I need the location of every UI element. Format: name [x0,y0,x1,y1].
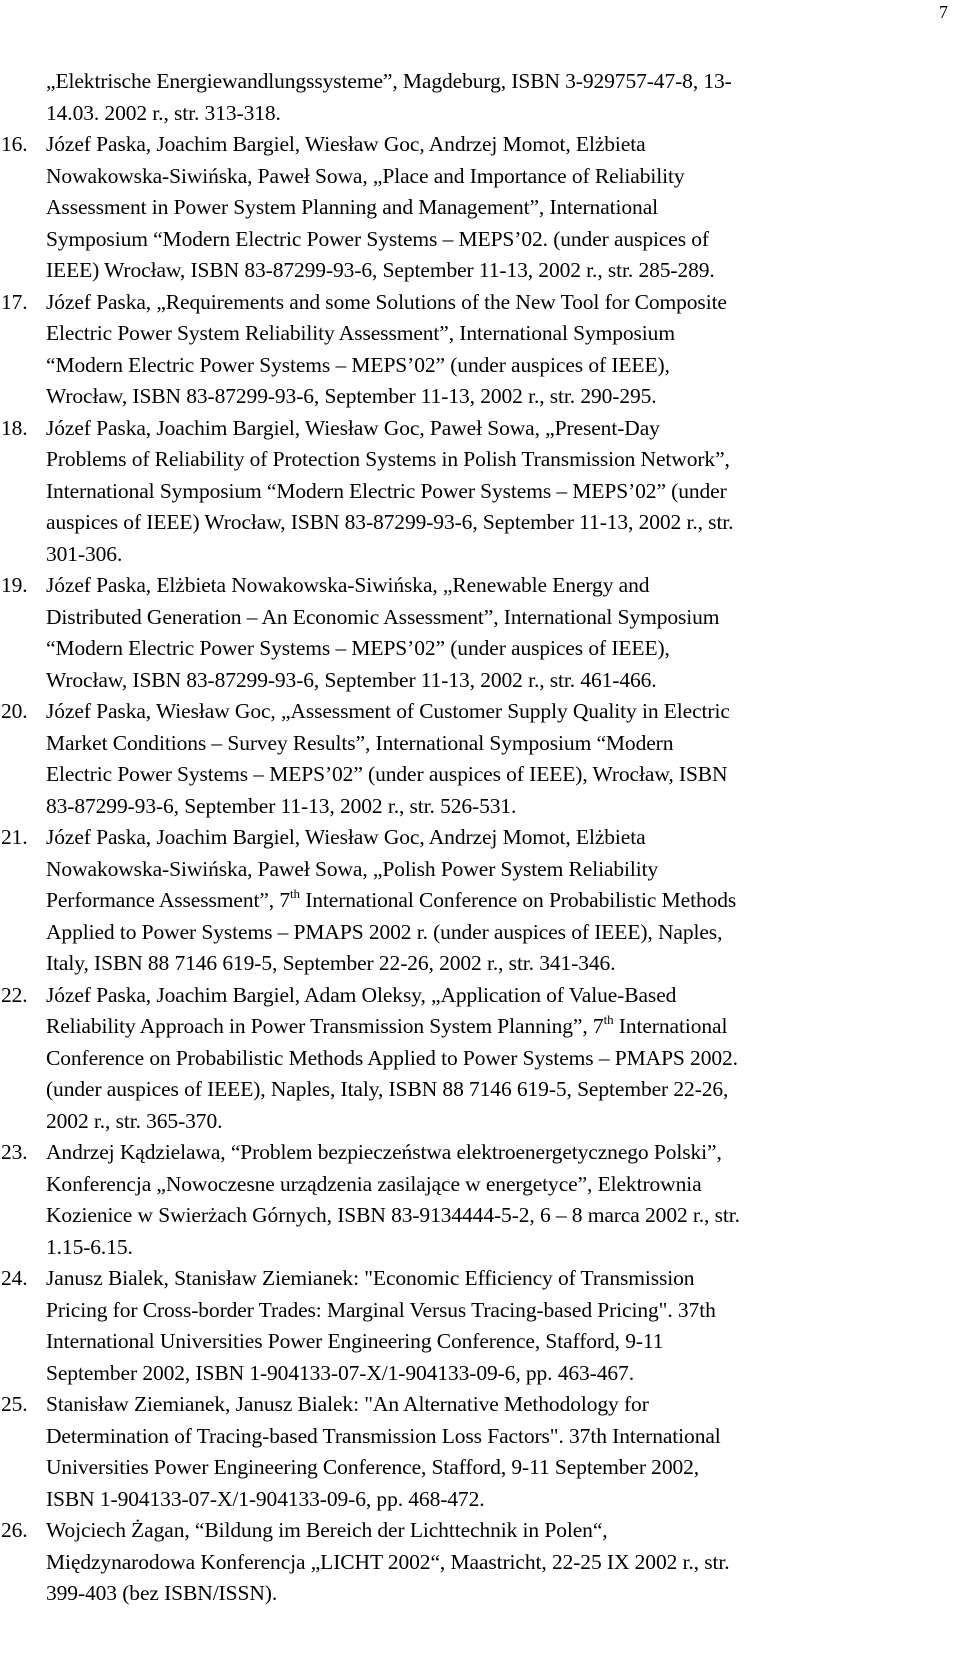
reference-number: 20. [1,699,28,723]
reference-item [0,696,936,822]
reference-item [0,1515,936,1610]
reference-line: Universities Power Engineering Conference, Stafford, 9-11 September 2002, [46,1455,700,1479]
reference-line: International Universities Power Engineering Conference, Stafford, 9-11 [46,1329,664,1353]
reference-line [46,885,936,917]
reference-line: Kozienice w Swierżach Górnych, ISBN 83-9134444-5-2, 6 – 8 marca 2002 r., str. [46,1203,740,1227]
reference-number: 21. [1,825,28,849]
reference-number: 16. [1,132,28,156]
reference-number: 22. [1,982,28,1007]
reference-line: International Symposium “Modern Electric Power Systems – MEPS’02” (under [46,478,727,503]
reference-line: Konferencja „Nowoczesne urządzenia zasilające w energetyce”, Elektrownia [46,1171,702,1196]
reference-line: 83-87299-93-6, September 11-13, 2002 r., str. 526-531. [46,793,517,818]
reference-item [0,1389,936,1515]
reference-item [0,822,936,980]
reference-line: Italy, ISBN 88 7146 619-5, September 22-26, 2002 r., str. 341-346. [46,951,616,975]
reference-text: Performance Assessment”, 7 [46,888,290,912]
page-number: 7 [939,2,948,22]
reference-line: 2002 r., str. 365-370. [46,1108,223,1133]
reference-line: Józef Paska, Wiesław Goc, „Assessment of Customer Supply Quality in Electric [46,699,730,723]
reference-line: Józef Paska, Elżbieta Nowakowska-Siwińska, „Renewable Energy and [46,573,650,597]
reference-item [0,129,936,287]
reference-line: Józef Paska, Joachim Bargiel, Wiesław Goc, Andrzej Momot, Elżbieta [46,132,646,156]
reference-number: 26. [1,1518,28,1542]
reference-line: Applied to Power Systems – PMAPS 2002 r. (under auspices of IEEE), Naples, [46,919,723,944]
superscript: th [290,886,300,901]
reference-text: International [613,1014,728,1038]
reference-line: Market Conditions – Survey Results”, International Symposium “Modern [46,730,674,755]
reference-number: 25. [1,1392,28,1416]
reference-line: Nowakowska-Siwińska, Paweł Sowa, „Place and Importance of Reliability [46,163,685,188]
reference-line: Electric Power Systems – MEPS’02” (under auspices of IEEE), Wrocław, ISBN [46,762,728,786]
reference-line: auspices of IEEE) Wrocław, ISBN 83-87299-93-6, September 11-13, 2002 r., str. [46,510,734,534]
reference-line: Electric Power System Reliability Assessment”, International Symposium [46,321,675,345]
reference-line: Conference on Probabilistic Methods Applied to Power Systems – PMAPS 2002. [46,1045,738,1070]
reference-line: 399-403 (bez ISBN/ISSN). [46,1581,278,1605]
reference-line: (under auspices of IEEE), Naples, Italy, ISBN 88 7146 619-5, September 22-26, [46,1077,729,1101]
reference-line: Determination of Tracing-based Transmission Loss Factors". 37th International [46,1423,721,1448]
reference-line: Wojciech Żagan, “Bildung im Bereich der Lichttechnik in Polen“, [46,1518,608,1542]
reference-item [0,1263,936,1389]
reference-line: 1.15-6.15. [46,1234,133,1259]
reference-number: 19. [1,573,28,597]
reference-line: Distributed Generation – An Economic Assessment”, International Symposium [46,604,720,629]
reference-line: „Elektrische Energiewandlungssysteme”, Magdeburg, ISBN 3-929757-47-8, 13- [46,69,732,93]
superscript: th [603,1012,614,1027]
reference-number: 23. [1,1140,28,1164]
reference-line: Problems of Reliability of Protection Systems in Polish Transmission Network”, [46,447,730,471]
reference-item [0,413,936,571]
reference-item [0,66,936,129]
reference-line: Józef Paska, Joachim Bargiel, Wiesław Goc, Andrzej Momot, Elżbieta [46,825,646,849]
reference-line: “Modern Electric Power Systems – MEPS’02” (under auspices of IEEE), [46,636,670,660]
reference-text: International Conference on Probabilistic Methods [299,888,737,912]
reference-line: ISBN 1-904133-07-X/1-904133-09-6, pp. 468-472. [46,1486,485,1511]
reference-line: 14.03. 2002 r., str. 313-318. [46,100,281,125]
reference-line: Assessment in Power System Planning and Management”, International [46,195,659,219]
reference-line: Pricing for Cross-border Trades: Marginal Versus Tracing-based Pricing". 37th [46,1297,716,1322]
reference-line: Symposium “Modern Electric Power Systems – MEPS’02. (under auspices of [46,226,709,251]
reference-line: Andrzej Kądzielawa, “Problem bezpieczeństwa elektroenergetycznego Polski”, [46,1140,722,1164]
reference-item [0,287,936,413]
reference-line: IEEE) Wrocław, ISBN 83-87299-93-6, September 11-13, 2002 r., str. 285-289. [46,258,715,282]
reference-line: Międzynarodowa Konferencja „LICHT 2002“, Maastricht, 22-25 IX 2002 r., str. [46,1549,730,1574]
reference-line: Wrocław, ISBN 83-87299-93-6, September 11-13, 2002 r., str. 461-466. [46,667,657,692]
reference-line: September 2002, ISBN 1-904133-07-X/1-904133-09-6, pp. 463-467. [46,1360,634,1385]
reference-line: Józef Paska, „Requirements and some Solutions of the New Tool for Composite [46,289,727,314]
reference-item [0,980,936,1138]
reference-line: “Modern Electric Power Systems – MEPS’02” (under auspices of IEEE), [46,352,670,377]
reference-number: 24. [1,1266,28,1290]
reference-line: 301-306. [46,541,123,566]
reference-line: Józef Paska, Joachim Bargiel, Adam Oleksy, „Application of Value-Based [46,982,677,1007]
reference-item [0,570,936,696]
reference-list [0,66,960,1610]
reference-line: Stanisław Ziemianek, Janusz Bialek: "An Alternative Methodology for [46,1392,649,1416]
reference-item [0,1137,936,1263]
reference-line [46,1011,936,1043]
reference-text: Reliability Approach in Power Transmission System Planning”, 7 [46,1014,604,1038]
reference-line: Józef Paska, Joachim Bargiel, Wiesław Goc, Paweł Sowa, „Present-Day [46,415,660,440]
reference-line: Janusz Bialek, Stanisław Ziemianek: "Economic Efficiency of Transmission [46,1266,695,1290]
reference-number: 17. [1,289,28,314]
reference-line: Wrocław, ISBN 83-87299-93-6, September 11-13, 2002 r., str. 290-295. [46,384,657,408]
reference-number: 18. [1,415,28,440]
reference-line: Nowakowska-Siwińska, Paweł Sowa, „Polish Power System Reliability [46,856,659,881]
